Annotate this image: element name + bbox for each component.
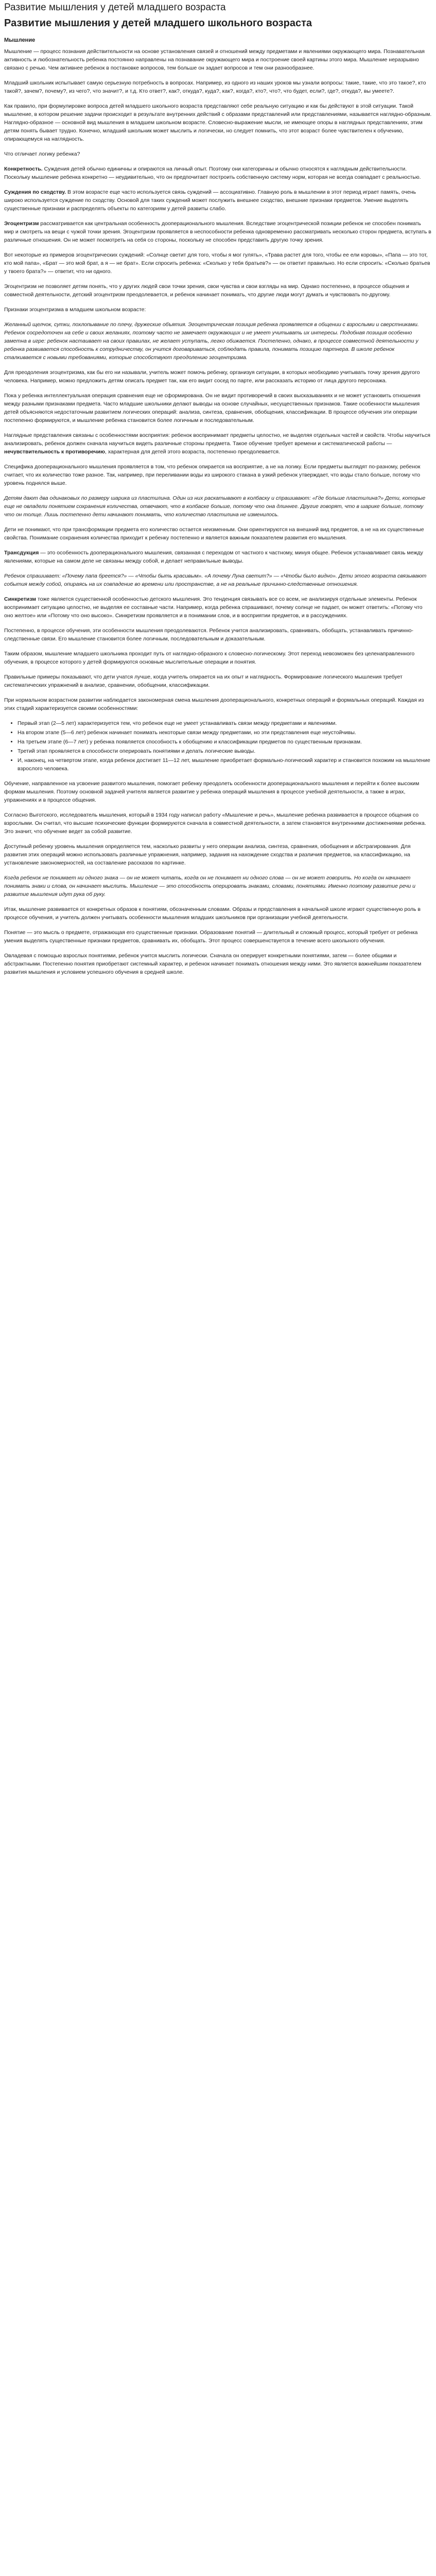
paragraph: Что отличает логику ребенка? — [4, 151, 80, 157]
paragraph: Доступный ребенку уровень мышления определяется тем, насколько развиты у него операции анализа, синтеза, сравнения, обобщения и абстрагирования. Для развития этих операций можно использовать различные упражнения, например, задания на нахождение сходства и различия предметов, на классификацию, на установление закономерностей, на составление рассказов по картинке. — [4, 843, 411, 866]
paragraph: Овладевая с помощью взрослых понятиями, ребенок учится мыслить логически. Сначала он оперирует конкретными понятиями, затем — более общими и абстрактными. Постепенно понятия приобретают системный характер, и ребенок начинает понимать отношения между ними. Это является важнейшим показателем развития мышления и условием успешного обучения в средней школе. — [4, 953, 422, 975]
paragraph: Специфика дооперационального мышления проявляется в том, что ребенок опирается на восприятие, а не на логику. Если предметы выглядят по-разному, ребенок считает, что их количество тоже разное. Так, например, при переливании воды из широкого стакана в узкий ребенок утверждает, что воды стало больше, потому что уровень поднялся выше. — [4, 464, 421, 486]
paragraph: Вот некоторые из примеров эгоцентрических суждений: «Солнце светит для того, чтобы я мог гулять», «Трава растет для того, чтобы ее ели коровы», «Папа — это тот, кто мой папа», «Брат — это мой брат, а я — не брат». Если спросить ребенка: «Сколько у тебя братьев?» — он ответит правильно. Но если спросить: «Сколько братьев у твоего брата?» — ответит, что ни одного. — [4, 252, 430, 275]
page-title: Развитие мышления у детей младшего возраста — [4, 2, 226, 13]
article-heading: Развитие мышления у детей младшего школьного возраста — [4, 18, 312, 29]
paragraph: Таким образом, мышление младшего школьника проходит путь от наглядно-образного к словесно-логическому. Этот переход невозможен без целенаправленного обучения, в процессе которого у детей формируются основные мыслительные операции и понятия. — [4, 651, 415, 665]
paragraph: Как правило, при формулировке вопроса детей младшего школьного возраста представляют себе реальную ситуацию и как бы действуют в этой ситуации. Такой мышление, в котором решение задачи происходит в результате внутренних действий с образами представлений или представлениями, называется наглядно-образным. Наглядно-образное — основной вид мышления в младшем школьном возрасте. Словесно-выражение мысли, не имеющее опоры в наглядных представлениях, этим детям понять бывает трудно. Конечно, младший школьник может мыслить и логически, но следует помнить, что этот возраст более чувствителен к обучению, опирающемуся на наглядность. — [4, 103, 432, 142]
paragraph: Желанный щелчок, сутки, похлопывание по плечу, дружеские объятия. Эгоцентрическая позиция ребенка проявляется в общении с взрослыми и сверстниками. Ребенок сосредоточен на себе и своих желаниях, поэтому часто не замечает окружающих и не умеет учитывать их интересы. Подобная позиция особенно заметна в игре: ребенок настаивает на своих правилах, не желает уступать, легко обижается. Постепенно, однако, в процессе совместной деятельности у ребенка развивается способность к сотрудничеству, он учится договариваться, соблюдать правила, понимать позицию партнера. В школе ребенок сталкивается с новыми требованиями, которые способствуют преодолению эгоцентризма. — [4, 321, 419, 361]
paragraph: Постепенно, в процессе обучения, эти особенности мышления преодолеваются. Ребенок учится анализировать, сравнивать, обобщать, устанавливать причинно-следственные связи. Его мышление становится более логичным, последовательным и доказательным. — [4, 628, 413, 642]
paragraph: Наглядные представления связаны с особенностями восприятия: ребенок воспринимает предметы целостно, не выделяя отдельных частей и свойств. Чтобы научиться анализировать, ребенок должен сначала научиться видеть различные стороны предмета. Такое обучение требует времени и систематической работы — нечувствительность к противоречию, характерная для детей этого возраста, постепенно преодолевается. — [4, 432, 430, 455]
paragraph: Суждения по сходству. В этом возрасте еще часто используется связь суждений — ассоциативно. Главную роль в мышлении в этот период играет память, очень широко используется суждение по сходству. Основой для таких суждений может послужить внешнее сходство, внешние признаки предметов. Умение выделять существенные признаки и распределять объекты по категориям у детей развиты слабо. — [4, 189, 416, 212]
bullet-list — [4, 719, 432, 773]
paragraph: Эгоцентризм рассматривается как центральная особенность дооперационального мышления. Вследствие эгоцентрической позиции ребенок не способен понимать мир и смотреть на вещи с чужой точки зрения. Эгоцентризм проявляется в неспособности ребенка одновременно рассматривать несколько сторон предмета, вступать в различные отношения. Он не может посмотреть на себя со стороны, поскольку не способен представить другую точку зрения. — [4, 221, 431, 243]
article-content — [4, 47, 432, 976]
paragraph: Понятие — это мысль о предмете, отражающая его существенные признаки. Образование понятий — длительный и сложный процесс, который требует от ребенка умения выделять существенные признаки предметов, сравнивать их, обобщать. Этот процесс совершенствуется в течение всего школьного обучения. — [4, 929, 418, 944]
paragraph: Трансдукция — это особенность дооперационального мышления, связанная с переходом от частного к частному, минуя общее. Ребенок устанавливает связь между явлениями, которые на самом деле не связаны между собой, и делает неправильные выводы. — [4, 550, 423, 564]
list-item: • На втором этапе (5—6 лет) ребенок начинает понимать некоторые связи между предметами, но эти представления еще неустойчивы. — [18, 728, 432, 737]
list-item: • Первый этап (2—5 лет) характеризуется тем, что ребенок еще не умеет устанавливать связи между предметами и явлениями. — [18, 719, 432, 727]
list-item: • Третий этап проявляется в способности оперировать понятиями и делать логические выводы. — [18, 747, 432, 755]
paragraph: Конкретность. Суждения детей обычно единичны и опираются на личный опыт. Поэтому они категоричны и обычно относятся к наглядным действительности. Поскольку мышление ребенка конкретно — неудивительно, что он предпочитает построить собственную систему норм, которая не всегда совпадает с реальностью. — [4, 166, 421, 180]
paragraph: Итак, мышление развивается от конкретных образов к понятиям, обозначенным словами. Образы и представления в начальной школе играют существенную роль в процессе обучения, и учитель должен учитывать особенности мышления младших школьников при организации учебной деятельности. — [4, 906, 421, 921]
paragraph: Мышление — процесс познания действительности на основе установления связей и отношений между предметами и явлениями окружающего мира. Познавательная активность и любознательность ребенка постоянно направлены на познавание окружающего мира и построение своей картины этого мира. Мышление неразрывно связано с речью. Чем активнее ребенок в постановке вопросов, тем больше он задает вопросов и тем они разнообразнее. — [4, 48, 425, 71]
paragraph: Пока у ребенка интеллектуальная операция сравнения еще не сформирована. Он не видит противоречий в своих высказываниях и не может установить отношения между разными признаками предмета. Часто младшие школьники делают выводы на основе случайных, несущественных признаков. Такие особенности мышления детей объясняются недостаточным развитием логических операций: анализа, синтеза, сравнения, обобщения, классификации. В процессе обучения эти операции постепенно формируются, и мышление ребенка становится более логичным и последовательным. — [4, 393, 421, 423]
paragraph: Детям дают два одинаковых по размеру шарика из пластилина. Один из них раскатывают в колбаску и спрашивают: «Где больше пластилина?» Дети, которые еще не овладели понятием сохранения количества, отвечают, что в колбаске больше, потому что она длиннее. Другие говорят, что в шарике больше, потому что он толще. Лишь постепенно дети начинают понимать, что количество пластилина не изменилось. — [4, 495, 426, 518]
paragraph: Согласно Выготского, исследователь мышления, который в 1934 году написал работу «Мышление и речь», мышление ребенка развивается в процессе общения со взрослыми. Он считал, что высшие психические функции формируются сначала в совместной деятельности, а затем становятся внутренними достижениями ребенка. Это значит, что обучение ведет за собой развитие. — [4, 812, 426, 835]
paragraph: Когда ребенок не понимает ни одного знака — он не может читать, когда он не понимает ни одного слова — он не может говорить. Но когда он начинает понимать знаки и слова, он начинает мыслить. Мышление — это способность оперировать знаками, словами, понятиями. Именно поэтому развитие речи и развитие мышления идут рука об руку. — [4, 875, 415, 897]
paragraph: Обучение, направленное на усвоение развитого мышления, помогает ребенку преодолеть особенности дооперационального мышления и перейти к более высоким формам мышления. Поэтому основной задачей учителя является развитие у ребенка операций мышления в процессе учебной деятельности, а также в играх, упражнениях и в процессе общения. — [4, 781, 420, 803]
paragraph: Младший школьник испытывает самую серьезную потребность в вопросах. Например, из одного из наших уроков мы узнали вопросы: такие, такие, что это такое?, кто такой?, зачем?, почему?, из чего?, что значит?, и т.д. Кто ответ?, как?, откуда?, куда?, как?, когда?, кто?, что?, что будет, если?, где?, откуда?, вы умеете?. — [4, 80, 426, 94]
article-page — [0, 0, 436, 993]
paragraph: Правильные примеры показывают, что дети учатся лучше, когда учитель опирается на их опыт и наглядность. Формирование логического мышления требует систематических упражнений в анализе, сравнении, обобщении, классификации. — [4, 674, 403, 688]
paragraph: Синкретизм тоже является существенной особенностью детского мышления. Это тенденция связывать все со всем, не анализируя отдельные элементы. Ребенок воспринимает ситуацию целостно, не выделяя ее составные части. Например, когда ребенка спрашивают, почему солнце не падает, он может ответить: «Потому что оно желтое» или «Потому что оно высоко». Синкретизм проявляется и в понимании слов, и в восприятии предметов, и в рассуждениях. — [4, 596, 423, 619]
paragraph: Для преодоления эгоцентризма, как бы его ни называли, учитель может помочь ребенку, организуя ситуации, в которых необходимо учитывать точку зрения другого человека. Например, можно предложить детям описать предмет так, как его видит сосед по парте, или рассказать историю от лица другого персонажа. — [4, 369, 420, 384]
paragraph: Дети не понимают, что при трансформации предмета его количество остается неизменным. Они ориентируются на внешний вид предметов, а не на их существенные свойства. Понимание сохранения количества приходит к ребенку постепенно и является важным показателем развития его мышления. — [4, 527, 424, 541]
paragraph: Признаки эгоцентризма в младшем школьном возрасте: — [4, 307, 146, 313]
paragraph: При нормальном возрастном развитии наблюдается закономерная смена мышления дооперационального, конкретных операций и формальных операций. Каждая из этих стадий характеризуется своими особенностями: — [4, 697, 424, 711]
paragraph: Эгоцентризм не позволяет детям понять, что у других людей свои точки зрения, свои чувства и свои взгляды на мир. Однако постепенно, в процессе общения и совместной деятельности, детский эгоцентризм преодолевается, и ребенок начинает понимать, что другие люди могут думать и чувствовать по-другому. — [4, 283, 409, 298]
paragraph: Ребенок спрашивает: «Почему папа бреется?» — «Чтобы быть красивым». «А почему Луна светит?» — «Чтобы было видно». Дети этого возраста связывают события между собой, опираясь на их совпадение во времени или пространстве, а не на реальные причинно-следственные отношения. — [4, 573, 427, 587]
list-item: • На третьем этапе (6—7 лет) у ребенка появляется способность к обобщению и классификации предметов по существенным признакам. — [18, 738, 432, 746]
list-item: • И, наконец, на четвертом этапе, когда ребенок достигает 11—12 лет, мышление приобретает формально-логический характер и становится похожим на мышление взрослого человека. — [18, 756, 432, 773]
section-title: Мышление — [4, 37, 36, 43]
